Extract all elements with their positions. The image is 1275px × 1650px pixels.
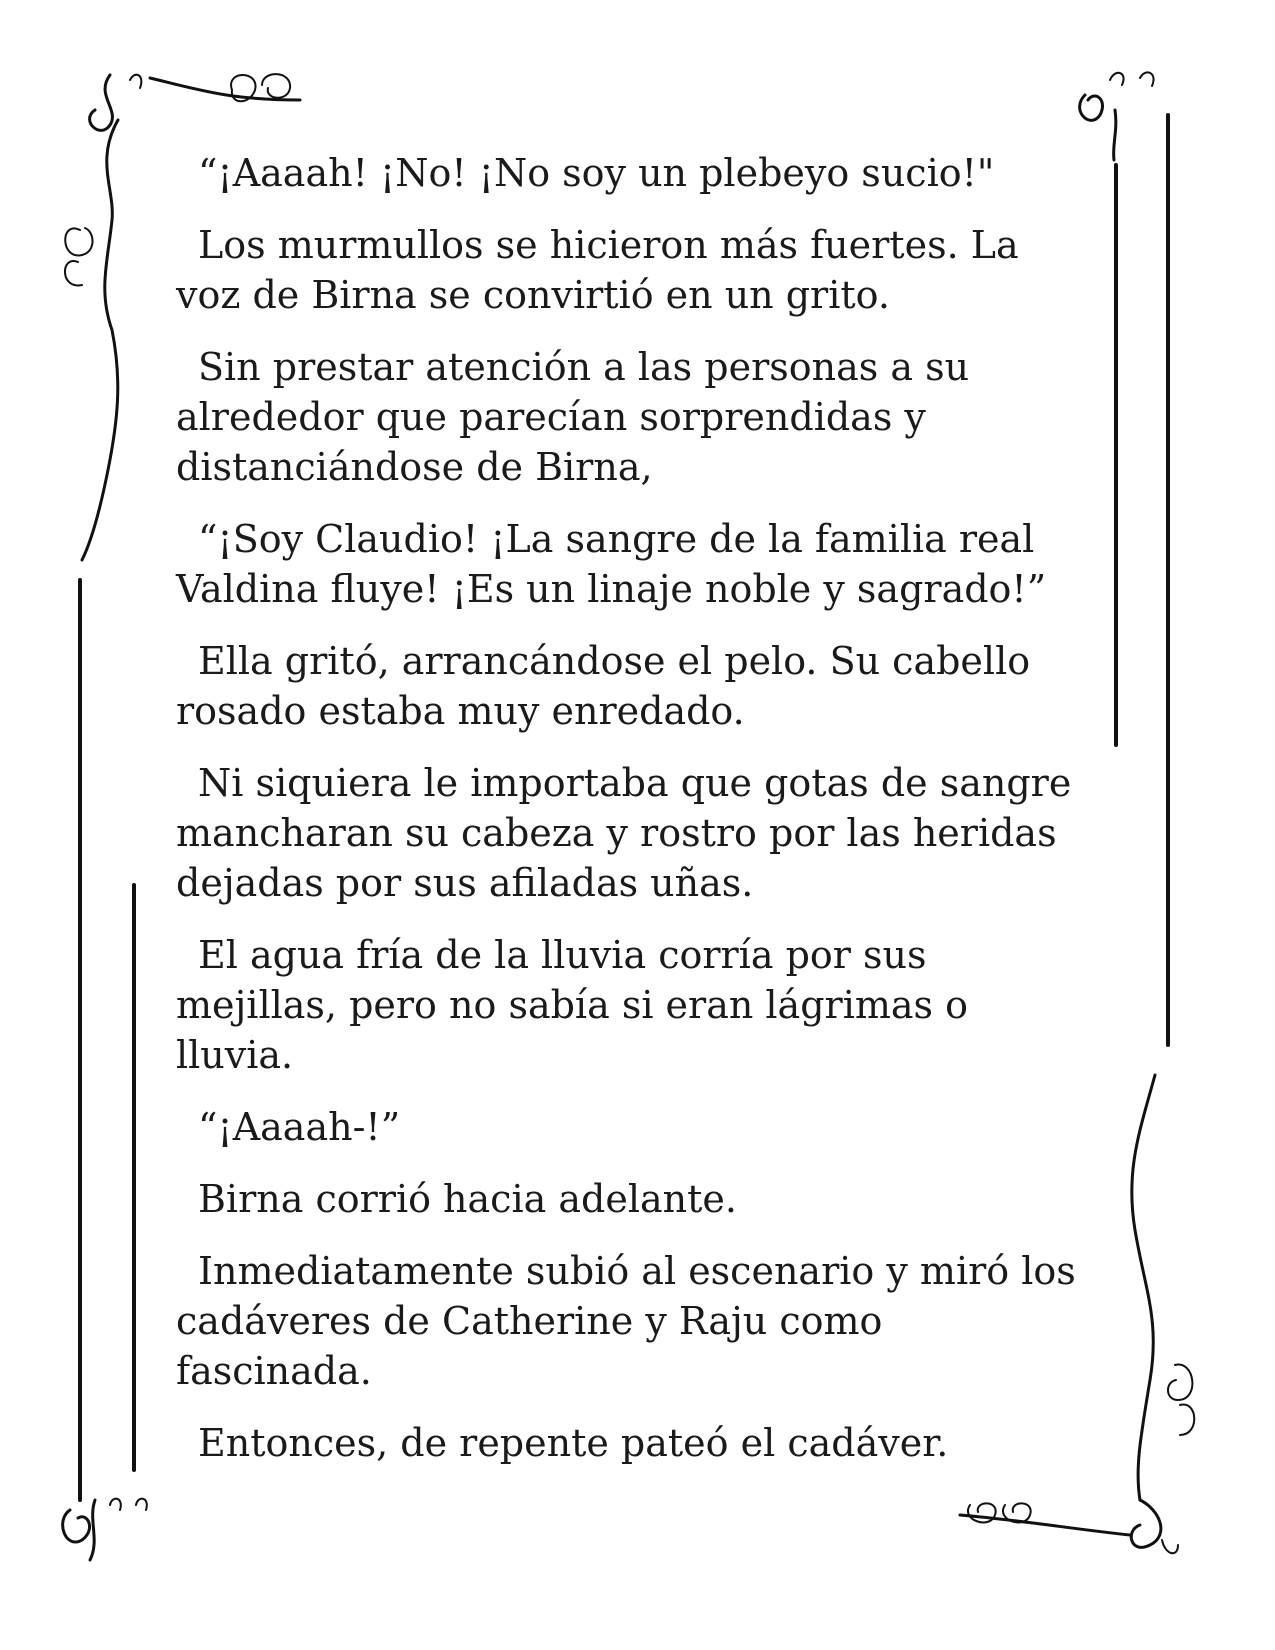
paragraph: Los murmullos se hicieron más fuertes. La voz de Birna se convirtió en un grito. (176, 223, 1019, 317)
paragraph: El agua fría de la lluvia corría por sus mejillas, pero no sabía si eran lágrimas o lluvia. (176, 933, 969, 1077)
paragraph: Birna corrió hacia adelante. (198, 1177, 737, 1221)
paragraph: Ella gritó, arrancándose el pelo. Su cabello rosado estaba muy enredado. (176, 639, 1031, 733)
paragraph: Inmediatamente subió al escenario y miró los cadáveres de Catherine y Raju como fascinada. (176, 1249, 1076, 1393)
story-text (176, 148, 1076, 1490)
paragraph: Ni siquiera le importaba que gotas de sangre mancharan su cabeza y rostro por las heridas dejadas por sus afiladas uñas. (176, 761, 1072, 905)
top-right-flourish-icon (1080, 72, 1168, 1045)
bottom-left-flourish-icon (63, 1499, 147, 1560)
paragraph: “¡Aaaah! ¡No! ¡No soy un plebeyo sucio!" (198, 151, 995, 195)
paragraph: Entonces, de repente pateó el cadáver. (198, 1421, 949, 1465)
paragraph: Sin prestar atención a las personas a su alrededor que parecían sorprendidas y distanciándose de Birna, (176, 345, 970, 489)
paragraph: “¡Aaaah-!” (198, 1105, 401, 1149)
paragraph: “¡Soy Claudio! ¡La sangre de la familia real Valdina fluye! ¡Es un linaje noble y sagrado!” (176, 517, 1047, 611)
